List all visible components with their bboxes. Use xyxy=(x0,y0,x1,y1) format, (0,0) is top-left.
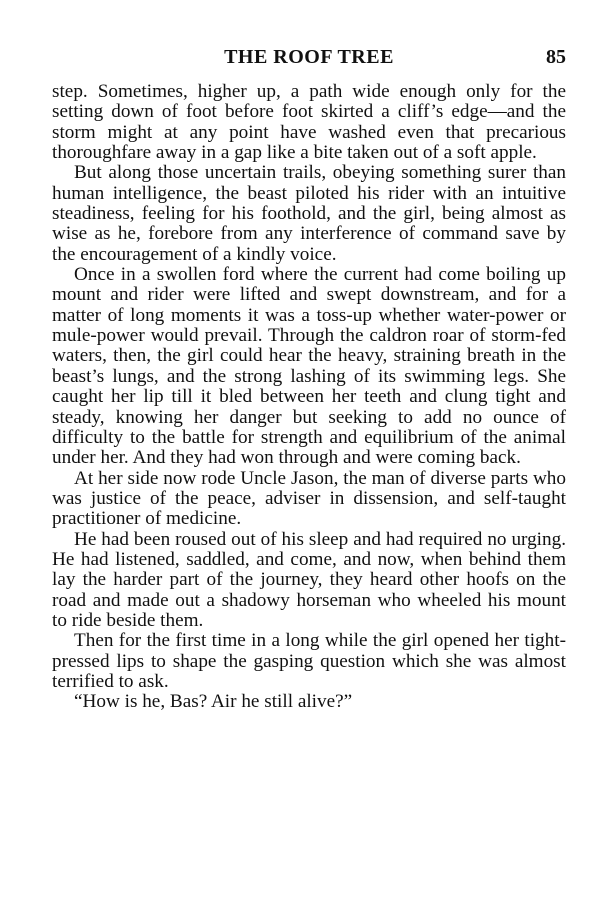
body-text xyxy=(52,82,566,713)
paragraph: At her side now rode Uncle Jason, the man of diverse parts who was justice of the peace, adviser in dissension, and self-taught practitioner of medicine. xyxy=(52,467,566,530)
paragraph: He had been roused out of his sleep and had required no urging. He had listened, saddled, and come, and now, when behind them lay the harder part of the journey, they heard other hoofs on the road and made out a shadowy horseman who wheeled his mount to ride beside them. xyxy=(52,528,566,631)
paragraph: Then for the first time in a long while the girl opened her tight-pressed lips to shape the gasping question which she was almost terrified to ask. xyxy=(52,630,566,692)
running-head xyxy=(52,46,566,72)
paragraph: Once in a swollen ford where the current had come boiling up mount and rider were lifted and swept downstream, and for a matter of long moments it was a toss-up whether water-power or mule-power would prevail. Through the caldron roar of storm-fed waters, then, the girl could hear the heavy, straining breath in the beast’s lungs, and the strong lashing of its swimming legs. She caught her lip till it bled between her teeth and clung tight and steady, knowing her danger but seeking to add no ounce of difficulty to the battle for strength and equilibrium of the animal under her. And they had won through and were coming back. xyxy=(52,264,566,469)
page-number: 85 xyxy=(546,46,566,68)
paragraph: But along those uncertain trails, obeying something surer than human intelligence, the beast piloted his rider with an intuitive steadiness, feeling for his foothold, and the girl, being almost as wise as he, forebore from any interference of command save by the encouragement of a kindly voice. xyxy=(52,162,566,265)
paragraph-continued: step. Sometimes, higher up, a path wide enough only for the setting down of foot before foot skirted a cliff’s edge—and the storm might at any point have washed even that precarious thoroughfare away in a gap like a bite taken out of a soft apple. xyxy=(52,81,566,164)
paragraph-dialogue: “How is he, Bas? Air he still alive?” xyxy=(74,691,353,713)
running-title: THE ROOF TREE xyxy=(224,46,394,68)
